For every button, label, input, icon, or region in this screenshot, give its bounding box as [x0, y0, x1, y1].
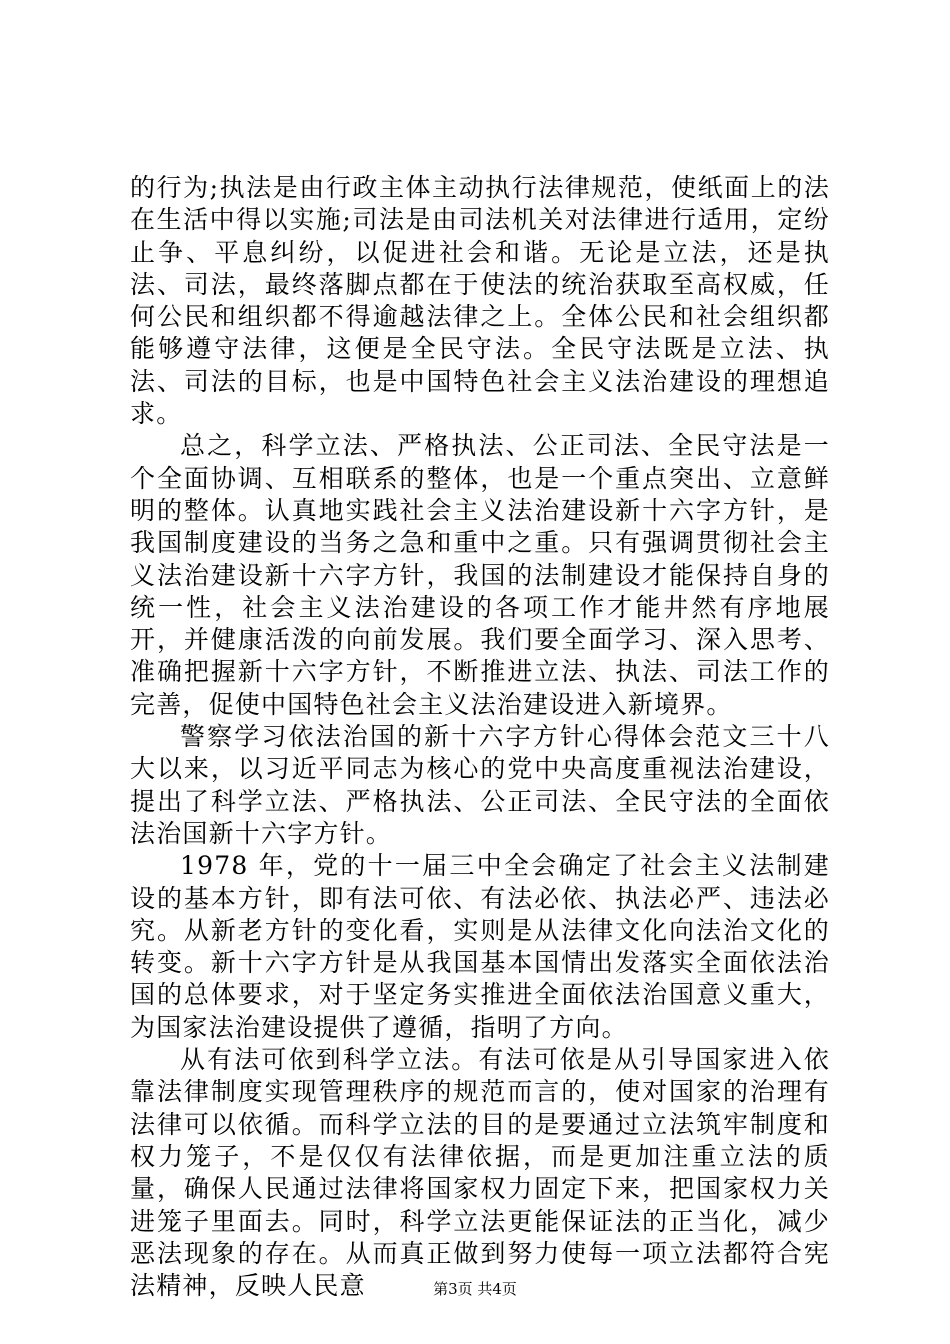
- paragraph-1: 的行为;执法是由行政主体主动执行法律规范，使纸面上的法在生活中得以实施;司法是由司法机关对法律进行适用，定纷止争、平息纠纷，以促进社会和谐。无论是立法，还是执法、司法，最终落脚点都在于使法的统治获取至高权威，任何公民和组织都不得逾越法律之上。全体公民和社会组织都能够遵守法律，这便是全民守法。全民守法既是立法、执法、司法的目标，也是中国特色社会主义法治建设的理想追求。: [130, 173, 830, 429]
- paragraph-5: 从有法可依到科学立法。有法可依是从引导国家进入依靠法律制度实现管理秩序的规范而言的，使对国家的治理有法律可以依循。而科学立法的目的是要通过立法筑牢制度和权力笼子，不是仅仅有法律依据，而是更加注重立法的质量，确保人民通过法律将国家权力固定下来，把国家权力关进笼子里面去。同时，科学立法更能保证法的正当化，减少恶法现象的存在。从而真正做到努力使每一项立法都符合宪法精神，反映人民意: [130, 1045, 830, 1301]
- page-footer: [0, 1278, 950, 1299]
- paragraph-4: 1978 年，党的十一届三中全会确定了社会主义法制建设的基本方针，即有法可依、有法必依、执法必严、违法必究。从新老方针的变化看，实则是从法律文化向法治文化的转变。新十六字方针是从我国基本国情出发落实全面依法治国的总体要求，对于坚定务实推进全面依法治国意义重大，为国家法治建设提供了遵循，指明了方向。: [130, 851, 830, 1042]
- paragraph-3: 警察学习依法治国的新十六字方针心得体会范文三十八大以来，以习近平同志为核心的党中央高度重视法治建设，提出了科学立法、严格执法、公正司法、全民守法的全面依法治国新十六字方针。: [130, 722, 830, 848]
- paragraph-2: 总之，科学立法、严格执法、公正司法、全民守法是一个全面协调、互相联系的整体，也是一个重点突出、立意鲜明的整体。认真地实践社会主义法治建设新十六字方针，是我国制度建设的当务之急和重中之重。只有强调贯彻社会主义法治建设新十六字方针，我国的法制建设才能保持自身的统一性，社会主义法治建设的各项工作才能井然有序地展开，并健康活泼的向前发展。我们要全面学习、深入思考、准确把握新十六字方针，不断推进立法、执法、司法工作的完善，促使中国特色社会主义法治建设进入新境界。: [130, 431, 830, 719]
- page-number-label: 第3页 共4页: [433, 1280, 517, 1298]
- document-body: [130, 172, 830, 1302]
